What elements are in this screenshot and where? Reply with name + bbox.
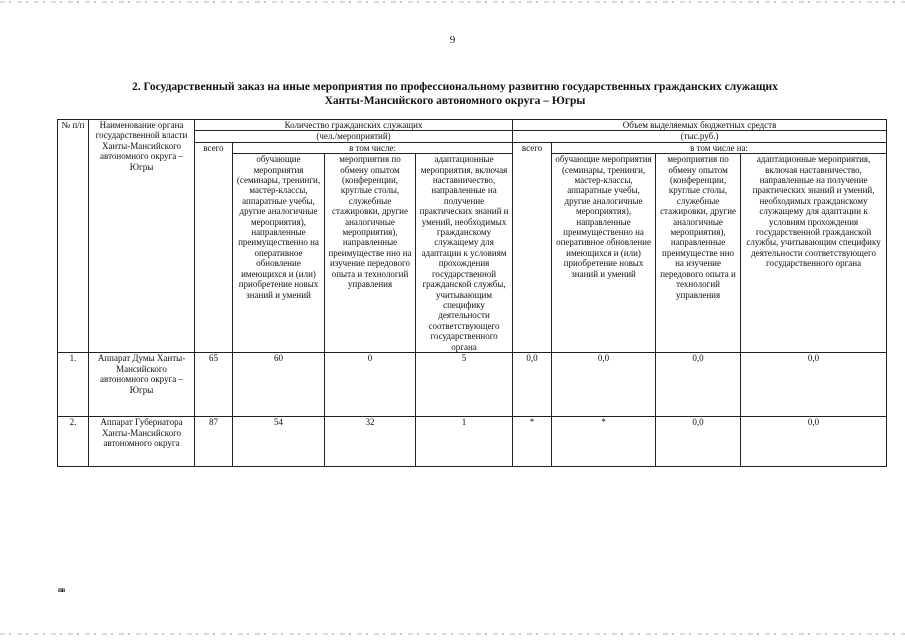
scan-edge-top — [0, 1, 905, 3]
row-training: 60 — [233, 352, 325, 416]
header-adapt-budget: адаптационные мероприятия, включая наставничество, направленные на получение практических знаний и умений, необходимых гражданскому служащему для адаптации к условиям прохождения государственной гражданской службы, учитывающим специфику деятельности соответствующего государственного органа — [741, 154, 887, 353]
row-org: Аппарат Губернатора Ханты-Мансийского автономного округа — [89, 416, 195, 466]
row-total: 87 — [195, 416, 233, 466]
row-num: 1. — [58, 352, 89, 416]
header-total-count: всего — [195, 142, 233, 352]
row-budget-exchange: 0,0 — [656, 416, 741, 466]
row-num: 2. — [58, 416, 89, 466]
header-budget-unit: (тыс.руб.) — [513, 131, 887, 142]
header-exchange-count: мероприятия по обмену опытом (конференции, круглые столы, служебные стажировки, другие аналогичные мероприятия), направленные преимуществе нно на изучение передового опыта и технологий управления — [325, 154, 416, 353]
table-row — [58, 352, 887, 416]
footer-mark: пв — [58, 586, 65, 594]
row-budget-total: 0,0 — [513, 352, 552, 416]
header-training-budget: обучающие мероприятия (семинары, тренинги, мастер-классы, аппаратные учебы, другие аналогичные мероприятия), направленные преимущественно на оперативное обновление имеющихся и (или) приобретение новых знаний и умений — [552, 154, 656, 353]
header-incl-count: в том числе: — [233, 142, 513, 153]
header-incl-budget: в том числе на: — [552, 142, 887, 153]
header-group-count: Количество гражданских служащих — [195, 120, 513, 131]
row-total: 65 — [195, 352, 233, 416]
title-line-2: Ханты-Мансийского автономного округа – Югры — [324, 95, 586, 107]
header-count-unit: (чел./мероприятий) — [195, 131, 513, 142]
header-group-budget: Объем выделяемых бюджетных средств — [513, 120, 887, 131]
row-adapt: 5 — [416, 352, 513, 416]
header-training-count: обучающие мероприятия (семинары, тренинги, мастер-классы, аппаратные учебы, другие аналогичные мероприятия), направленные преимущественно на оперативное обновление имеющихся и (или) приобретение новых знаний и умений — [233, 154, 325, 353]
row-budget-training: 0,0 — [552, 352, 656, 416]
row-budget-total: * — [513, 416, 552, 466]
title-line-1: 2. Государственный заказ на иные мероприятия по профессиональному развитию государственных гражданских служащих — [132, 81, 778, 93]
row-budget-training: * — [552, 416, 656, 466]
row-training: 54 — [233, 416, 325, 466]
state-order-table — [57, 119, 887, 467]
row-budget-exchange: 0,0 — [656, 352, 741, 416]
table-row — [58, 416, 887, 466]
header-adapt-count: адаптационные мероприятия, включая наставничество, направленные на получение практических знаний и умений, необходимых гражданскому служащему для адаптации к условиям прохождения государственной гражданской службы, учитывающим специфику деятельности соответствующего государственного органа — [416, 154, 513, 353]
row-org: Аппарат Думы Ханты-Мансийского автономного округа – Югры — [89, 352, 195, 416]
row-budget-adapt: 0,0 — [741, 416, 887, 466]
header-org: Наименование органа государственной власти Ханты-Мансийского автономного округа – Югры — [89, 120, 195, 353]
row-exchange: 0 — [325, 352, 416, 416]
row-exchange: 32 — [325, 416, 416, 466]
header-exchange-budget: мероприятия по обмену опытом (конференции, круглые столы, служебные стажировки, другие аналогичные мероприятия), направленные преимуществе нно на изучение передового опыта и технологий управления — [656, 154, 741, 353]
header-total-budget: всего — [513, 142, 552, 352]
header-num: № п/п — [58, 120, 89, 353]
page-number: 9 — [449, 34, 456, 46]
scan-edge-bottom — [0, 633, 905, 635]
page-title — [60, 80, 850, 108]
row-adapt: 1 — [416, 416, 513, 466]
row-budget-adapt: 0,0 — [741, 352, 887, 416]
